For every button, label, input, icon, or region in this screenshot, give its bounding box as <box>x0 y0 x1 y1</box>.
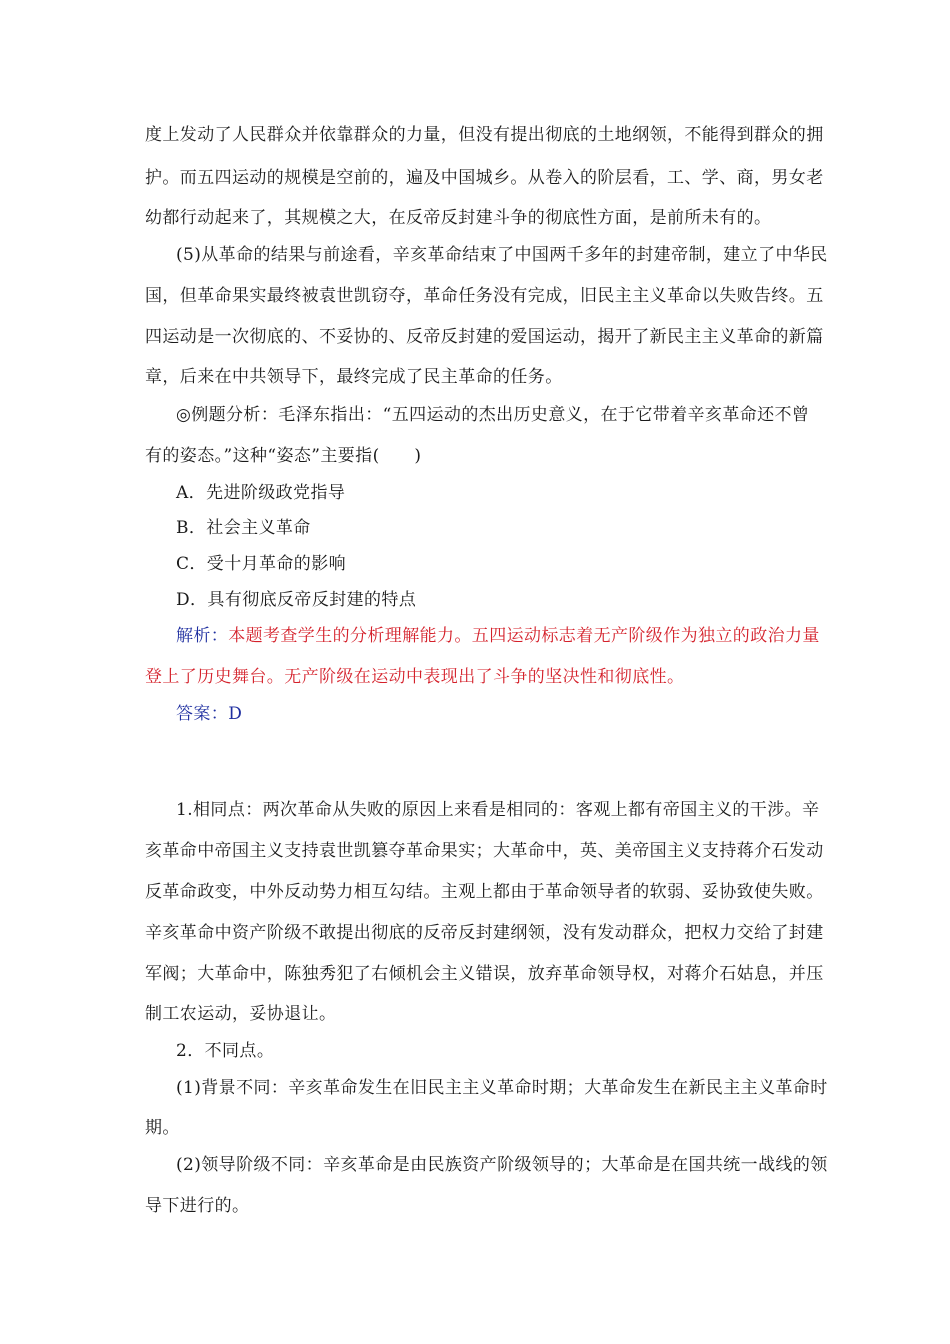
section-heading: 2．不同点。 <box>176 1041 275 1061</box>
paragraph-line: 反革命政变，中外反动势力相互勾结。主观上都由于革命领导者的软弱、妥协致使失败。 <box>145 882 824 902</box>
paragraph-line: 度上发动了人民群众并依靠群众的力量，但没有提出彻底的土地纲领，不能得到群众的拥 <box>145 125 824 145</box>
paragraph-line: 期。 <box>145 1118 180 1138</box>
paragraph-line: 导下进行的。 <box>145 1196 250 1216</box>
answer: 答案：D <box>176 704 243 724</box>
paragraph-line: 护。而五四运动的规模是空前的，遍及中国城乡。从卷入的阶层看，工、学、商，男女老 <box>145 168 824 188</box>
paragraph-line: 四运动是一次彻底的、不妥协的、反帝反封建的爱国运动，揭开了新民主主义革命的新篇 <box>145 327 824 347</box>
analysis-label: 解析： <box>176 626 229 646</box>
option-d: D．具有彻底反帝反封建的特点 <box>176 590 417 610</box>
option-a: A．先进阶级政党指导 <box>176 483 346 503</box>
paragraph-line: (2)领导阶级不同：辛亥革命是由民族资产阶级领导的；大革命是在国共统一战线的领 <box>176 1155 828 1175</box>
option-b: B．社会主义革命 <box>176 518 311 538</box>
paragraph-line: 1.相同点：两次革命从失败的原因上来看是相同的：客观上都有帝国主义的干涉。辛 <box>176 800 820 820</box>
analysis-line: 登上了历史舞台。无产阶级在运动中表现出了斗争的坚决性和彻底性。 <box>145 667 685 687</box>
paragraph-line: 军阀；大革命中，陈独秀犯了右倾机会主义错误，放弃革命领导权，对蒋介石姑息，并压 <box>145 964 824 984</box>
example-question-line: 有的姿态。”这种“姿态”主要指( ) <box>145 446 422 466</box>
example-question-line: ◎例题分析：毛泽东指出：“五四运动的杰出历史意义，在于它带着辛亥革命还不曾 <box>176 405 810 425</box>
analysis-line <box>176 625 820 647</box>
paragraph-line: 辛亥革命中资产阶级不敢提出彻底的反帝反封建纲领，没有发动群众，把权力交给了封建 <box>145 923 824 943</box>
option-c: C．受十月革命的影响 <box>176 554 347 574</box>
analysis-text: 本题考查学生的分析理解能力。五四运动标志着无产阶级作为独立的政治力量 <box>228 626 820 646</box>
paragraph-line: 制工农运动，妥协退让。 <box>145 1004 337 1024</box>
paragraph-line: 章，后来在中共领导下，最终完成了民主革命的任务。 <box>145 367 563 387</box>
paragraph-line: (5)从革命的结果与前途看，辛亥革命结束了中国两千多年的封建帝制，建立了中华民 <box>176 245 828 265</box>
paragraph-line: 国，但革命果实最终被袁世凯窃夺，革命任务没有完成，旧民主主义革命以失败告终。五 <box>145 286 824 306</box>
paragraph-line: 亥革命中帝国主义支持袁世凯篡夺革命果实；大革命中，英、美帝国主义支持蒋介石发动 <box>145 841 824 861</box>
paragraph-line: 幼都行动起来了，其规模之大，在反帝反封建斗争的彻底性方面，是前所未有的。 <box>145 208 772 228</box>
paragraph-line: (1)背景不同：辛亥革命发生在旧民主主义革命时期；大革命发生在新民主主义革命时 <box>176 1078 828 1098</box>
